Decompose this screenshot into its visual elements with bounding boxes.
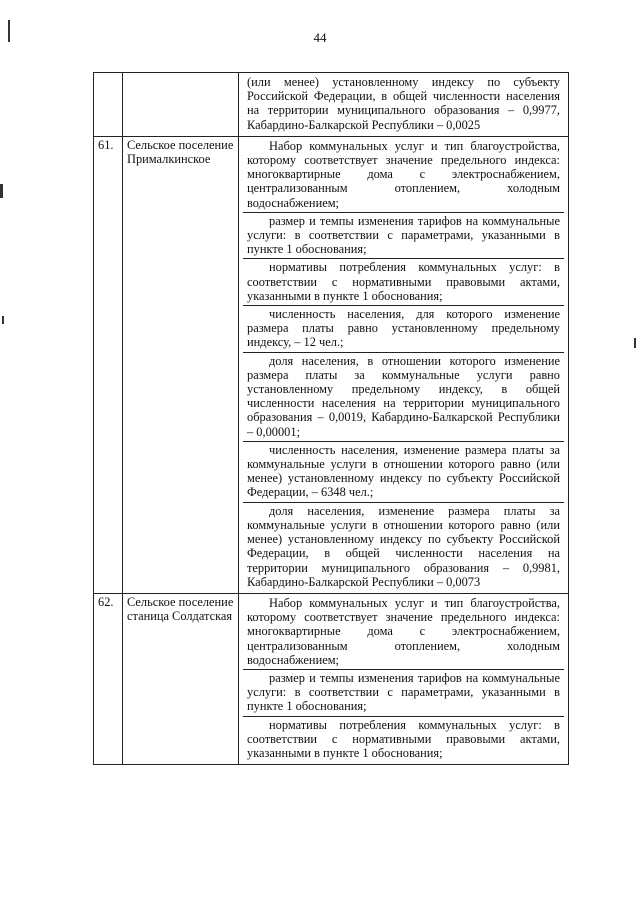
description-paragraph: нормативы потребления коммунальных услуг: в соответствии с нормативными правовыми актами, указанными в пункте 1 обоснования; bbox=[243, 258, 564, 305]
description-cell bbox=[239, 593, 569, 764]
scan-artifact bbox=[634, 338, 636, 348]
description-paragraph: нормативы потребления коммунальных услуг: в соответствии с нормативными правовыми актами, указанными в пункте 1 обоснования; bbox=[243, 716, 564, 763]
description-paragraph: Набор коммунальных услуг и тип благоустройства, которому соответствует значение предельного индекса: многоквартирные дома с электроснабжением, централизованным отоплением, холодным водоснабжением; bbox=[247, 138, 560, 210]
description-paragraph: численность населения, изменение размера платы за коммунальные услуги в отношении которого равно (или менее) установленному индексу по субъекту Российской Федерации, – 6348 чел.; bbox=[243, 441, 564, 502]
table-row bbox=[94, 593, 569, 764]
scan-artifact bbox=[2, 316, 4, 324]
description-paragraph: (или менее) установленному индексу по субъекту Российской Федерации, в общей численности населения на территории муниципального образования – 0,9977, Кабардино-Балкарской Республики – 0,0025 bbox=[247, 75, 560, 132]
municipality-name bbox=[123, 73, 239, 137]
description-paragraph: доля населения, в отношении которого изменение размера платы за коммунальные услуги равно установленному предельному индексу, в общей численности населения на территории муниципального образования – 0,0019, Кабардино-Балкарской Республики – 0,00001; bbox=[243, 352, 564, 441]
row-number: 62. bbox=[94, 593, 123, 764]
description-paragraph: размер и темпы изменения тарифов на коммунальные услуги: в соответствии с параметрами, указанными в пункте 1 обоснования; bbox=[243, 669, 564, 716]
description-paragraph: размер и темпы изменения тарифов на коммунальные услуги: в соответствии с параметрами, указанными в пункте 1 обоснования; bbox=[243, 212, 564, 259]
description-paragraph: Набор коммунальных услуг и тип благоустройства, которому соответствует значение предельного индекса: многоквартирные дома с электроснабжением, централизованным отоплением, холодным водоснабжением; bbox=[247, 595, 560, 667]
table-row bbox=[94, 73, 569, 137]
municipality-name: Сельское поселение станица Солдатская bbox=[123, 593, 239, 764]
scan-artifact bbox=[8, 20, 10, 42]
scan-artifact bbox=[0, 184, 3, 198]
description-paragraph: численность населения, для которого изменение размера платы равно установленному предельному индексу, – 12 чел.; bbox=[243, 305, 564, 352]
description-cell bbox=[239, 136, 569, 593]
description-cell bbox=[239, 73, 569, 137]
municipality-name: Сельское поселение Прималкинское bbox=[123, 136, 239, 593]
municipality-table bbox=[93, 72, 569, 765]
page-number: 44 bbox=[313, 30, 327, 45]
table-row bbox=[94, 136, 569, 593]
row-number: 61. bbox=[94, 136, 123, 593]
description-paragraph: доля населения, изменение размера платы за коммунальные услуги в отношении которого равно (или менее) установленному индексу по субъекту Российской Федерации, в общей численности населения на территории муниципального образования – 0,9981, Кабардино-Балкарской Республики – 0,0073 bbox=[243, 502, 564, 591]
row-number bbox=[94, 73, 123, 137]
